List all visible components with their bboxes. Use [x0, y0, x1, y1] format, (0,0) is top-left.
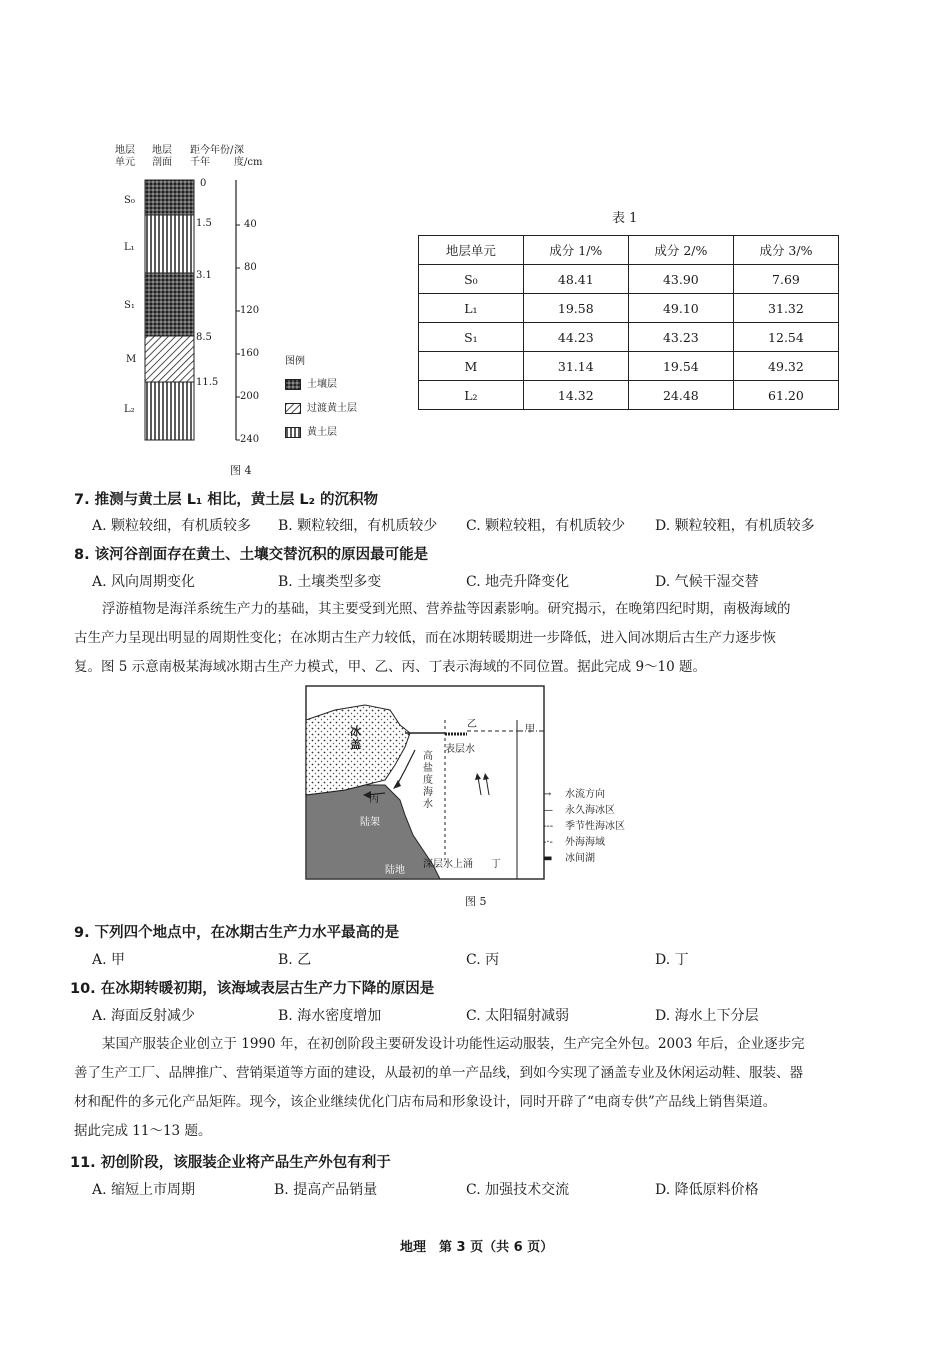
table-cell: 24.48: [628, 381, 733, 410]
table-cell: L₁: [419, 294, 524, 323]
depth-tick-80: 80: [244, 262, 257, 273]
legend-permanent-ice: — 永久海冰区: [543, 805, 615, 816]
q9-option-b[interactable]: B. 乙: [278, 952, 312, 968]
table-cell: 19.54: [628, 352, 733, 381]
fig4-header-age: 距今年份/千年: [190, 145, 234, 168]
passage-line: 善了生产工厂、品牌推广、营销渠道等方面的建设，从最初的单一产品线，到如今实现了涵盖专业及休闲运动鞋、服装、器: [74, 1065, 803, 1081]
soil-swatch: [285, 379, 301, 390]
depth-tick-160: 160: [240, 348, 260, 359]
label-yi: 乙: [467, 719, 477, 730]
fig5-caption: 图 5: [465, 895, 487, 908]
legend-seasonal-ice: --- 季节性海冰区: [543, 821, 625, 832]
layer-s0: [145, 180, 194, 215]
layer-label-l2: L₂: [124, 404, 135, 415]
stratigraphic-column: [110, 175, 290, 450]
layer-label-m: M: [126, 354, 137, 365]
label-jia: 甲: [525, 724, 535, 735]
q10-option-b[interactable]: B. 海水密度增加: [278, 1008, 382, 1024]
question-8-stem: 8. 该河谷剖面存在黄土、土壤交替沉积的原因最可能是: [74, 547, 429, 563]
table-cell: 31.32: [733, 294, 838, 323]
depth-tick-120: 120: [240, 305, 260, 316]
q11-option-a[interactable]: A. 缩短上市周期: [92, 1182, 196, 1198]
age-tick-3: 8.5: [196, 332, 212, 343]
label-upwelling: 深层水上涌: [423, 859, 473, 870]
fig5-legend: [543, 787, 625, 867]
layer-s1: [145, 273, 194, 336]
figure-4: [110, 140, 400, 480]
fig4-legend-title: 图例: [285, 356, 305, 367]
table-header: 成分 2/%: [628, 236, 733, 265]
table-cell: 44.23: [523, 323, 628, 352]
label-high-density: 高盐度海水: [423, 751, 433, 810]
table-cell: 49.32: [733, 352, 838, 381]
figure-5: [305, 685, 645, 915]
table-row: [419, 381, 839, 410]
table-cell: 48.41: [523, 265, 628, 294]
table-1: [418, 235, 839, 410]
table-cell: 43.90: [628, 265, 733, 294]
page-footer: 地理 第 3 页（共 6 页）: [400, 1240, 554, 1255]
layer-l2: [145, 382, 194, 440]
age-tick-0: 0: [200, 178, 207, 189]
fig4-caption: 图 4: [230, 464, 252, 477]
fig4-header-depth: 深度/cm: [234, 145, 263, 168]
fig4-header-unit: 地层单元: [115, 145, 135, 168]
depth-tick-240: 240: [240, 434, 260, 445]
q7-option-d[interactable]: D. 颗粒较粗，有机质较多: [655, 518, 815, 534]
question-10-stem: 10. 在冰期转暖初期，该海域表层古生产力下降的原因是: [70, 981, 435, 997]
age-tick-1: 1.5: [196, 218, 212, 229]
question-11-stem: 11. 初创阶段，该服装企业将产品生产外包有利于: [70, 1155, 391, 1171]
q8-option-d[interactable]: D. 气候干湿交替: [655, 574, 759, 590]
label-shelf: 陆架: [360, 817, 380, 828]
layer-l1: [145, 215, 194, 273]
table-cell: 43.23: [628, 323, 733, 352]
table-cell: 7.69: [733, 265, 838, 294]
table-cell: 12.54: [733, 323, 838, 352]
table-cell: S₁: [419, 323, 524, 352]
layer-label-s1: S₁: [124, 300, 135, 311]
q8-option-b[interactable]: B. 土壤类型多变: [278, 574, 382, 590]
depth-tick-200: 200: [240, 391, 260, 402]
passage-line: 材和配件的多元化产品矩阵。现今，该企业继续优化门店布局和形象设计，同时开辟了“电商专供”产品线上销售渠道。: [74, 1094, 777, 1110]
table-header-row: [419, 236, 839, 265]
question-9-stem: 9. 下列四个地点中，在冰期古生产力水平最高的是: [74, 925, 400, 941]
table-header: 成分 1/%: [523, 236, 628, 265]
table-cell: 31.14: [523, 352, 628, 381]
passage-line: 复。图 5 示意南极某海域冰期古生产力模式，甲、乙、丙、丁表示海域的不同位置。据此完成 9～10 题。: [74, 659, 707, 675]
table-row: [419, 294, 839, 323]
q7-option-b[interactable]: B. 颗粒较细，有机质较少: [278, 518, 438, 534]
table-row: [419, 352, 839, 381]
q9-option-d[interactable]: D. 丁: [655, 952, 689, 968]
layer-label-l1: L₁: [124, 242, 135, 253]
table-cell: M: [419, 352, 524, 381]
loess-swatch: [285, 427, 301, 438]
legend-soil: 土壤层: [285, 375, 337, 390]
q11-option-c[interactable]: C. 加强技术交流: [466, 1182, 570, 1198]
question-7-stem: 7. 推测与黄土层 L₁ 相比，黄土层 L₂ 的沉积物: [74, 492, 379, 508]
passage-line: 据此完成 11～13 题。: [74, 1123, 212, 1139]
q9-option-a[interactable]: A. 甲: [92, 952, 126, 968]
legend-open-sea: -·- 外海海域: [543, 837, 605, 848]
legend-polynya: ▬ 冰间湖: [543, 853, 595, 864]
table-cell: 61.20: [733, 381, 838, 410]
age-tick-2: 3.1: [196, 270, 212, 281]
table-row: [419, 323, 839, 352]
table-row: [419, 265, 839, 294]
q8-option-c[interactable]: C. 地壳升降变化: [466, 574, 570, 590]
transition-swatch: [285, 403, 301, 414]
q9-option-c[interactable]: C. 丙: [466, 952, 500, 968]
table-cell: 49.10: [628, 294, 733, 323]
legend-loess: 黄土层: [285, 423, 337, 438]
q10-option-d[interactable]: D. 海水上下分层: [655, 1008, 759, 1024]
q11-option-d[interactable]: D. 降低原料价格: [655, 1182, 759, 1198]
passage-line: 古生产力呈现出明显的周期性变化；在冰期古生产力较低，而在冰期转暖期进一步降低，进入间冰期后古生产力逐步恢: [74, 630, 776, 646]
table-cell: 14.32: [523, 381, 628, 410]
q7-option-c[interactable]: C. 颗粒较粗，有机质较少: [466, 518, 626, 534]
layer-m: [145, 336, 194, 382]
q11-option-b[interactable]: B. 提高产品销量: [274, 1182, 378, 1198]
table-header: 地层单元: [419, 236, 524, 265]
depth-tick-40: 40: [244, 219, 257, 230]
label-ding: 丁: [491, 859, 501, 870]
label-land: 陆地: [385, 865, 405, 876]
label-ice-sheet: 冰盖: [350, 725, 361, 751]
table-cell: L₂: [419, 381, 524, 410]
label-surface-water: 表层水: [445, 744, 475, 755]
legend-transition: 过渡黄土层: [285, 399, 357, 414]
label-bing: 丙: [369, 794, 379, 805]
table-cell: 19.58: [523, 294, 628, 323]
table-header: 成分 3/%: [733, 236, 838, 265]
layer-label-s0: S₀: [124, 195, 135, 206]
table-cell: S₀: [419, 265, 524, 294]
passage-9-10: [74, 595, 886, 682]
passage-line: 浮游植物是海洋系统生产力的基础，其主要受到光照、营养盐等因素影响。研究揭示，在晚第四纪时期，南极海域的: [102, 601, 791, 617]
table-1-title: 表 1: [612, 211, 638, 226]
passage-11-13: [74, 1030, 886, 1146]
q7-option-a[interactable]: A. 颗粒较细，有机质较多: [92, 518, 252, 534]
q8-option-a[interactable]: A. 风向周期变化: [92, 574, 196, 590]
passage-line: 某国产服装企业创立于 1990 年，在初创阶段主要研发设计功能性运动服装，生产完全外包。2003 年后，企业逐步完: [102, 1036, 805, 1052]
legend-flow: → 水流方向: [543, 789, 605, 800]
fig4-header-profile: 地层剖面: [152, 145, 172, 168]
q10-option-a[interactable]: A. 海面反射减少: [92, 1008, 196, 1024]
age-tick-4: 11.5: [196, 377, 219, 388]
q10-option-c[interactable]: C. 太阳辐射减弱: [466, 1008, 570, 1024]
